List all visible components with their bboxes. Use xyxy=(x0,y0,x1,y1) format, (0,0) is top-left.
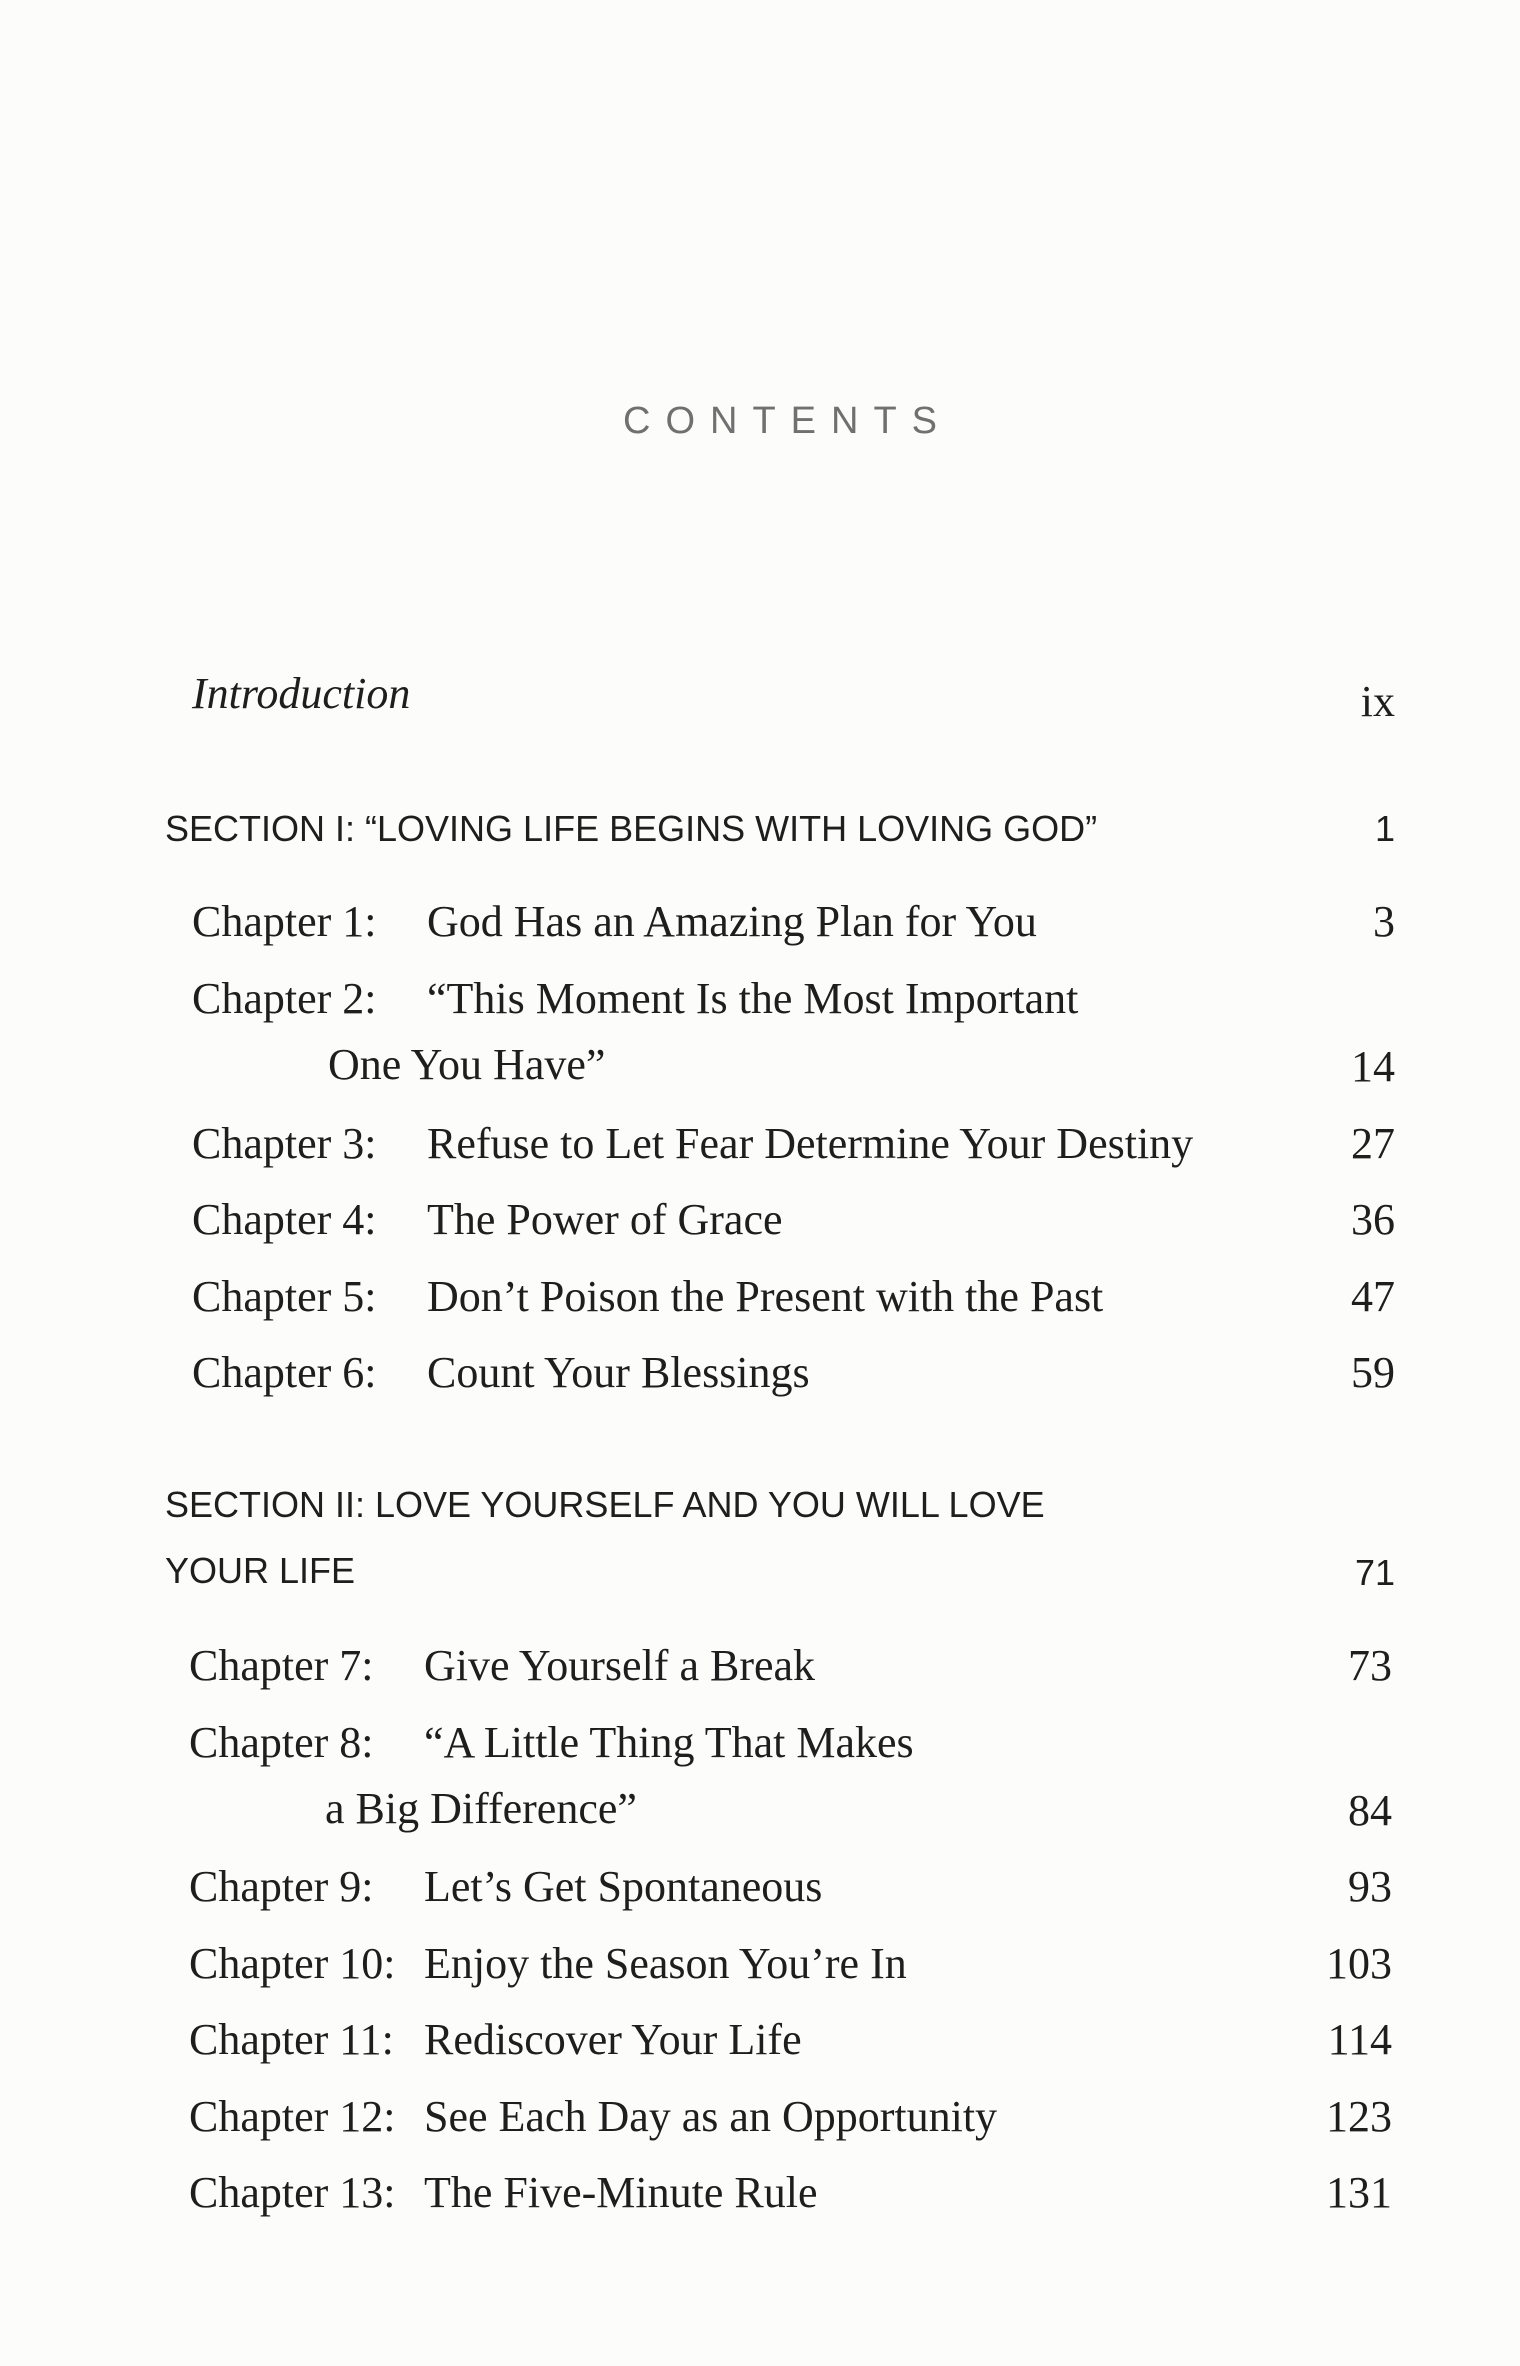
chapter-title: “This Moment Is the Most Important xyxy=(427,974,1079,1023)
chapter-page-number: 3 xyxy=(1373,897,1395,946)
introduction-label: Introduction xyxy=(192,669,411,718)
chapter-title-continuation: a Big Difference” xyxy=(325,1784,637,1833)
section-2-title-line-1: SECTION II: LOVE YOURSELF AND YOU WILL LOVE xyxy=(165,1484,1045,1525)
introduction-page-number: ix xyxy=(1360,677,1395,726)
chapter-title: Enjoy the Season You’re In xyxy=(424,1939,907,1988)
chapter-label: Chapter 4: xyxy=(192,1195,377,1244)
section-2-page-number: 71 xyxy=(1354,1552,1395,1593)
chapter-label: Chapter 2: xyxy=(192,974,377,1023)
chapter-page-number: 73 xyxy=(1348,1641,1392,1690)
chapter-label: Chapter 11: xyxy=(189,2015,394,2064)
chapter-title-continuation: One You Have” xyxy=(328,1040,606,1089)
chapter-label: Chapter 3: xyxy=(192,1119,377,1168)
chapter-title: The Power of Grace xyxy=(427,1195,783,1244)
chapter-page-number: 103 xyxy=(1326,1939,1392,1988)
chapter-page-number: 27 xyxy=(1351,1119,1395,1168)
contents-heading: CONTENTS xyxy=(623,400,952,442)
chapter-page-number: 59 xyxy=(1351,1348,1395,1397)
chapter-title: Refuse to Let Fear Determine Your Destiny xyxy=(427,1119,1194,1168)
chapter-label: Chapter 6: xyxy=(192,1348,377,1397)
chapter-page-number: 131 xyxy=(1326,2168,1392,2217)
chapter-page-number: 123 xyxy=(1326,2092,1392,2141)
chapter-page-number: 84 xyxy=(1348,1786,1392,1835)
chapter-title: The Five-Minute Rule xyxy=(424,2168,818,2217)
chapter-page-number: 114 xyxy=(1327,2015,1392,2064)
chapter-label: Chapter 13: xyxy=(189,2168,396,2217)
chapter-title: See Each Day as an Opportunity xyxy=(424,2092,998,2141)
chapter-label: Chapter 12: xyxy=(189,2092,396,2141)
chapter-page-number: 47 xyxy=(1351,1272,1395,1321)
chapter-title: Count Your Blessings xyxy=(427,1348,810,1397)
chapter-title: God Has an Amazing Plan for You xyxy=(427,897,1037,946)
chapter-label: Chapter 8: xyxy=(189,1718,374,1767)
chapter-page-number: 36 xyxy=(1351,1195,1395,1244)
section-1-page-number: 1 xyxy=(1374,808,1395,849)
section-1-title: SECTION I: “LOVING LIFE BEGINS WITH LOVING GOD” xyxy=(165,808,1098,849)
chapter-label: Chapter 10: xyxy=(189,1939,396,1988)
chapter-page-number: 14 xyxy=(1351,1042,1395,1091)
chapter-label: Chapter 1: xyxy=(192,897,377,946)
chapter-label: Chapter 5: xyxy=(192,1272,377,1321)
chapter-title: Rediscover Your Life xyxy=(424,2015,802,2064)
chapter-page-number: 93 xyxy=(1348,1862,1392,1911)
section-2-title-line-2: YOUR LIFE xyxy=(165,1550,356,1591)
chapter-label: Chapter 9: xyxy=(189,1862,374,1911)
chapter-title: Don’t Poison the Present with the Past xyxy=(427,1272,1104,1321)
chapter-title: Give Yourself a Break xyxy=(424,1641,816,1690)
chapter-title: Let’s Get Spontaneous xyxy=(424,1862,823,1911)
chapter-label: Chapter 7: xyxy=(189,1641,374,1690)
chapter-title: “A Little Thing That Makes xyxy=(424,1718,914,1767)
